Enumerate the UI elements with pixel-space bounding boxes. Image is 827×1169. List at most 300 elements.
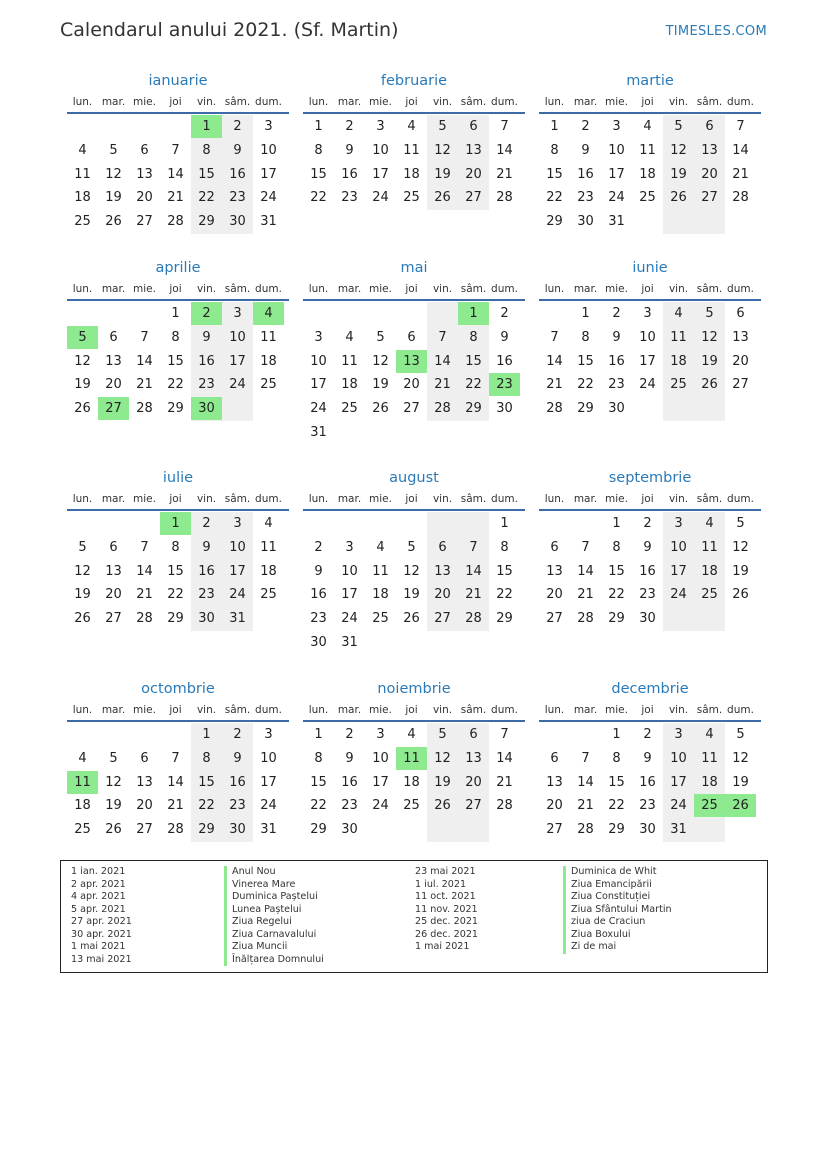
weekday-label: mie. bbox=[605, 704, 628, 716]
day-cell: 26 bbox=[403, 611, 420, 627]
day-cell: 4 bbox=[264, 516, 273, 531]
day-cell: 26 bbox=[74, 401, 91, 417]
day-cell: 29 bbox=[465, 401, 482, 417]
holiday-day: 30 bbox=[191, 397, 222, 420]
day-cell: 21 bbox=[136, 587, 153, 603]
day-cell: 3 bbox=[643, 306, 652, 321]
day-cell: 21 bbox=[167, 190, 184, 206]
day-cell: 20 bbox=[136, 190, 153, 206]
day-cell: 31 bbox=[310, 425, 327, 440]
legend-names-col-1 bbox=[224, 866, 324, 966]
legend-holiday-date: 4 apr. 2021 bbox=[71, 891, 126, 902]
legend-holiday-name: ziua de Craciun bbox=[563, 916, 672, 929]
weekday-label: joi bbox=[169, 283, 182, 295]
day-cell: 3 bbox=[674, 516, 683, 531]
day-cell: 4 bbox=[705, 727, 714, 742]
weekday-label: lun. bbox=[308, 283, 329, 295]
day-cell: 19 bbox=[732, 563, 749, 579]
day-cell: 23 bbox=[229, 190, 246, 206]
day-cell: 24 bbox=[229, 587, 246, 603]
day-cell: 1 bbox=[612, 516, 621, 531]
day-cell: 21 bbox=[136, 377, 153, 393]
day-cell: 30 bbox=[639, 611, 656, 627]
day-cell: 16 bbox=[198, 353, 215, 369]
day-cell: 19 bbox=[105, 190, 122, 206]
day-cell: 22 bbox=[608, 798, 625, 814]
day-cell: 5 bbox=[736, 516, 745, 531]
day-grid bbox=[539, 115, 761, 259]
day-cell: 21 bbox=[577, 798, 594, 814]
day-cell: 20 bbox=[546, 587, 563, 603]
weekday-label: mie. bbox=[133, 704, 156, 716]
day-cell: 12 bbox=[434, 142, 451, 158]
day-cell: 16 bbox=[229, 774, 246, 790]
weekday-label: sâm. bbox=[696, 96, 723, 108]
day-cell: 8 bbox=[314, 142, 323, 158]
day-cell: 3 bbox=[674, 727, 683, 742]
day-cell: 23 bbox=[608, 377, 625, 393]
day-cell: 21 bbox=[732, 166, 749, 182]
day-cell: 3 bbox=[345, 539, 354, 555]
day-cell: 1 bbox=[314, 119, 323, 134]
weekday-label: vin. bbox=[668, 283, 689, 295]
day-cell: 6 bbox=[736, 306, 745, 321]
day-cell: 30 bbox=[341, 822, 358, 838]
day-cell: 3 bbox=[612, 119, 621, 134]
day-cell: 6 bbox=[140, 750, 149, 766]
day-cell: 14 bbox=[465, 563, 482, 579]
day-cell: 22 bbox=[167, 377, 184, 393]
day-cell: 28 bbox=[496, 798, 513, 814]
day-cell: 7 bbox=[500, 727, 509, 742]
weekday-label: lun. bbox=[544, 283, 565, 295]
weekday-label: dum. bbox=[491, 96, 518, 108]
day-cell: 19 bbox=[670, 166, 687, 182]
day-cell: 8 bbox=[171, 539, 180, 555]
day-cell: 18 bbox=[260, 353, 277, 369]
weekday-label: dum. bbox=[255, 704, 282, 716]
month-februarie bbox=[303, 70, 525, 259]
weekday-label: joi bbox=[641, 96, 654, 108]
day-cell: 29 bbox=[198, 214, 215, 230]
weekday-label: dum. bbox=[255, 96, 282, 108]
day-cell: 30 bbox=[496, 401, 513, 417]
legend-holiday-date: 1 mai 2021 bbox=[415, 941, 470, 952]
day-cell: 24 bbox=[372, 798, 389, 814]
weekday-label: sâm. bbox=[696, 283, 723, 295]
weekday-label: vin. bbox=[432, 283, 453, 295]
day-cell: 25 bbox=[74, 822, 91, 838]
day-cell: 12 bbox=[105, 774, 122, 790]
legend-holiday-name: Ziua Emancipării bbox=[563, 879, 672, 892]
day-cell: 27 bbox=[465, 190, 482, 206]
day-cell: 15 bbox=[310, 166, 327, 182]
day-cell: 30 bbox=[229, 822, 246, 838]
day-cell: 31 bbox=[260, 214, 277, 230]
month-decembrie bbox=[539, 678, 761, 867]
weekday-label: mie. bbox=[369, 493, 392, 505]
day-cell: 28 bbox=[465, 611, 482, 627]
holiday-legend bbox=[60, 860, 768, 973]
day-cell: 11 bbox=[701, 750, 718, 766]
day-cell: 10 bbox=[670, 539, 687, 555]
day-cell: 11 bbox=[260, 539, 277, 555]
day-cell: 29 bbox=[608, 822, 625, 838]
day-cell: 25 bbox=[260, 377, 277, 393]
day-cell: 8 bbox=[581, 329, 590, 345]
weekday-label: dum. bbox=[491, 283, 518, 295]
day-cell: 18 bbox=[260, 563, 277, 579]
holiday-day: 5 bbox=[67, 326, 98, 349]
day-cell: 9 bbox=[581, 142, 590, 158]
weekday-label: joi bbox=[405, 704, 418, 716]
day-cell: 12 bbox=[701, 329, 718, 345]
day-cell: 7 bbox=[171, 750, 180, 766]
day-cell: 20 bbox=[105, 377, 122, 393]
month-name: august bbox=[389, 470, 439, 486]
legend-holiday-name: Ziua Carnavalului bbox=[224, 929, 324, 942]
day-cell: 22 bbox=[465, 377, 482, 393]
day-cell: 29 bbox=[198, 822, 215, 838]
weekday-header bbox=[539, 700, 761, 722]
day-cell: 8 bbox=[171, 329, 180, 345]
weekday-label: mar. bbox=[573, 493, 598, 505]
weekday-label: joi bbox=[169, 493, 182, 505]
legend-holiday-date: 25 dec. 2021 bbox=[415, 916, 479, 927]
day-cell: 20 bbox=[465, 774, 482, 790]
weekday-label: sâm. bbox=[460, 283, 487, 295]
day-cell: 23 bbox=[341, 190, 358, 206]
weekday-label: mie. bbox=[133, 283, 156, 295]
day-cell: 10 bbox=[639, 329, 656, 345]
weekday-header bbox=[539, 92, 761, 114]
day-cell: 15 bbox=[546, 166, 563, 182]
day-cell: 2 bbox=[612, 306, 621, 321]
day-cell: 2 bbox=[581, 119, 590, 134]
legend-holiday-date: 11 oct. 2021 bbox=[415, 891, 476, 902]
weekday-label: mie. bbox=[369, 704, 392, 716]
month-name: noiembrie bbox=[377, 681, 451, 697]
weekday-label: vin. bbox=[432, 704, 453, 716]
day-grid bbox=[67, 302, 289, 446]
legend-holiday-name: Ziua Boxului bbox=[563, 929, 672, 942]
legend-holiday-date: 30 apr. 2021 bbox=[71, 928, 132, 940]
day-cell: 22 bbox=[198, 798, 215, 814]
day-cell: 31 bbox=[608, 214, 625, 230]
day-cell: 18 bbox=[701, 774, 718, 790]
day-cell: 13 bbox=[105, 353, 122, 369]
day-cell: 4 bbox=[376, 539, 385, 555]
day-cell: 2 bbox=[233, 119, 242, 134]
day-grid bbox=[67, 115, 289, 259]
day-cell: 1 bbox=[314, 727, 323, 742]
day-cell: 29 bbox=[496, 611, 513, 627]
day-cell: 12 bbox=[74, 353, 91, 369]
day-cell: 16 bbox=[577, 166, 594, 182]
day-cell: 12 bbox=[403, 563, 420, 579]
day-cell: 3 bbox=[376, 727, 385, 742]
day-cell: 14 bbox=[732, 142, 749, 158]
day-cell: 15 bbox=[496, 563, 513, 579]
day-grid bbox=[303, 512, 525, 656]
weekday-header bbox=[67, 700, 289, 722]
month-name: februarie bbox=[380, 73, 448, 89]
day-cell: 20 bbox=[434, 587, 451, 603]
day-cell: 20 bbox=[403, 377, 420, 393]
day-cell: 30 bbox=[577, 214, 594, 230]
day-cell: 19 bbox=[74, 587, 91, 603]
day-cell: 1 bbox=[500, 516, 509, 531]
day-cell: 30 bbox=[198, 611, 215, 627]
weekday-label: mar. bbox=[573, 704, 598, 716]
day-cell: 15 bbox=[577, 353, 594, 369]
day-cell: 12 bbox=[74, 563, 91, 579]
day-cell: 26 bbox=[105, 822, 122, 838]
weekday-header bbox=[67, 489, 289, 511]
day-cell: 28 bbox=[577, 611, 594, 627]
month-name: septembrie bbox=[608, 470, 692, 486]
day-cell: 13 bbox=[465, 750, 482, 766]
weekday-label: mar. bbox=[101, 704, 126, 716]
day-cell: 4 bbox=[674, 306, 683, 321]
day-cell: 27 bbox=[403, 401, 420, 417]
day-cell: 9 bbox=[643, 539, 652, 555]
legend-holiday-name: Ziua Constituției bbox=[563, 891, 672, 904]
day-cell: 7 bbox=[581, 539, 590, 555]
day-cell: 4 bbox=[407, 727, 416, 742]
day-cell: 22 bbox=[198, 190, 215, 206]
weekday-label: mie. bbox=[133, 493, 156, 505]
weekday-label: vin. bbox=[668, 704, 689, 716]
brand-logo[interactable]: TIMESLES.COM bbox=[665, 24, 767, 39]
day-cell: 18 bbox=[403, 166, 420, 182]
holiday-day: 11 bbox=[396, 747, 427, 770]
day-cell: 2 bbox=[314, 539, 323, 555]
day-cell: 16 bbox=[341, 166, 358, 182]
day-cell: 8 bbox=[314, 750, 323, 766]
day-cell: 22 bbox=[546, 190, 563, 206]
weekday-label: dum. bbox=[255, 493, 282, 505]
day-cell: 24 bbox=[608, 190, 625, 206]
holiday-day: 23 bbox=[489, 373, 520, 396]
day-cell: 17 bbox=[639, 353, 656, 369]
day-cell: 25 bbox=[403, 190, 420, 206]
day-cell: 19 bbox=[701, 353, 718, 369]
day-cell: 10 bbox=[372, 142, 389, 158]
day-cell: 8 bbox=[612, 750, 621, 766]
day-cell: 28 bbox=[136, 401, 153, 417]
legend-holiday-name: Duminica Paștelui bbox=[224, 891, 324, 904]
weekday-label: lun. bbox=[72, 493, 93, 505]
month-august bbox=[303, 467, 525, 656]
weekday-label: vin. bbox=[196, 283, 217, 295]
day-cell: 10 bbox=[260, 142, 277, 158]
day-grid bbox=[539, 723, 761, 867]
day-cell: 11 bbox=[260, 329, 277, 345]
day-cell: 23 bbox=[310, 611, 327, 627]
day-cell: 17 bbox=[310, 377, 327, 393]
day-cell: 27 bbox=[732, 377, 749, 393]
day-cell: 9 bbox=[233, 750, 242, 766]
legend-names-col-2 bbox=[563, 866, 672, 954]
month-ianuarie bbox=[67, 70, 289, 259]
holiday-day: 25 bbox=[694, 794, 725, 817]
day-cell: 7 bbox=[550, 329, 559, 345]
day-cell: 13 bbox=[732, 329, 749, 345]
day-cell: 14 bbox=[496, 142, 513, 158]
day-cell: 10 bbox=[229, 329, 246, 345]
weekday-label: mie. bbox=[369, 283, 392, 295]
day-cell: 19 bbox=[403, 587, 420, 603]
legend-holiday-date: 2 apr. 2021 bbox=[71, 878, 126, 890]
month-name: iunie bbox=[632, 260, 668, 276]
day-cell: 12 bbox=[732, 539, 749, 555]
day-cell: 22 bbox=[310, 798, 327, 814]
day-cell: 5 bbox=[438, 119, 447, 134]
day-cell: 3 bbox=[233, 306, 242, 321]
day-cell: 7 bbox=[500, 119, 509, 134]
day-cell: 3 bbox=[264, 727, 273, 742]
day-cell: 14 bbox=[167, 166, 184, 182]
day-cell: 5 bbox=[109, 142, 118, 158]
weekday-label: mar. bbox=[573, 96, 598, 108]
weekday-label: sâm. bbox=[224, 493, 251, 505]
day-cell: 6 bbox=[109, 329, 118, 345]
month-iulie bbox=[67, 467, 289, 656]
day-cell: 14 bbox=[434, 353, 451, 369]
day-cell: 25 bbox=[403, 798, 420, 814]
weekday-label: joi bbox=[405, 283, 418, 295]
day-cell: 4 bbox=[407, 119, 416, 134]
day-cell: 1 bbox=[612, 727, 621, 742]
day-cell: 18 bbox=[74, 190, 91, 206]
weekday-label: mar. bbox=[337, 704, 362, 716]
weekday-label: vin. bbox=[196, 493, 217, 505]
weekday-label: joi bbox=[641, 283, 654, 295]
legend-holiday-date: 26 dec. 2021 bbox=[415, 928, 479, 940]
day-cell: 25 bbox=[701, 587, 718, 603]
day-cell: 5 bbox=[674, 119, 683, 134]
day-cell: 15 bbox=[608, 563, 625, 579]
day-cell: 4 bbox=[705, 516, 714, 531]
day-cell: 7 bbox=[171, 142, 180, 158]
day-cell: 2 bbox=[345, 727, 354, 742]
day-cell: 7 bbox=[140, 539, 149, 555]
day-cell: 13 bbox=[136, 774, 153, 790]
day-cell: 6 bbox=[550, 539, 559, 555]
weekday-label: lun. bbox=[308, 704, 329, 716]
weekday-label: mar. bbox=[101, 96, 126, 108]
month-name: octombrie bbox=[141, 681, 215, 697]
day-cell: 3 bbox=[264, 119, 273, 134]
day-cell: 26 bbox=[434, 798, 451, 814]
day-cell: 17 bbox=[670, 563, 687, 579]
day-cell: 6 bbox=[109, 539, 118, 555]
day-grid bbox=[303, 302, 525, 446]
month-aprilie bbox=[67, 257, 289, 446]
weekday-label: joi bbox=[169, 704, 182, 716]
day-grid bbox=[67, 723, 289, 867]
holiday-day: 2 bbox=[191, 302, 222, 325]
day-grid bbox=[303, 115, 525, 259]
day-cell: 21 bbox=[167, 798, 184, 814]
weekday-header bbox=[67, 279, 289, 301]
weekday-label: sâm. bbox=[460, 493, 487, 505]
weekday-label: mie. bbox=[605, 96, 628, 108]
day-cell: 4 bbox=[78, 750, 87, 766]
day-cell: 27 bbox=[465, 798, 482, 814]
day-cell: 24 bbox=[639, 377, 656, 393]
month-name: decembrie bbox=[611, 681, 689, 697]
day-cell: 7 bbox=[140, 329, 149, 345]
day-cell: 18 bbox=[341, 377, 358, 393]
day-cell: 9 bbox=[233, 142, 242, 158]
day-cell: 18 bbox=[403, 774, 420, 790]
weekday-label: dum. bbox=[491, 493, 518, 505]
day-cell: 10 bbox=[608, 142, 625, 158]
day-cell: 16 bbox=[639, 563, 656, 579]
day-cell: 23 bbox=[577, 190, 594, 206]
day-cell: 20 bbox=[546, 798, 563, 814]
day-cell: 27 bbox=[546, 822, 563, 838]
day-cell: 10 bbox=[310, 353, 327, 369]
day-cell: 7 bbox=[736, 119, 745, 134]
day-cell: 24 bbox=[229, 377, 246, 393]
day-cell: 11 bbox=[341, 353, 358, 369]
day-cell: 16 bbox=[310, 587, 327, 603]
day-cell: 17 bbox=[260, 774, 277, 790]
day-cell: 3 bbox=[233, 516, 242, 531]
weekday-header bbox=[67, 92, 289, 114]
holiday-day: 1 bbox=[191, 115, 222, 138]
day-cell: 11 bbox=[639, 142, 656, 158]
day-cell: 12 bbox=[372, 353, 389, 369]
month-septembrie bbox=[539, 467, 761, 656]
day-cell: 25 bbox=[341, 401, 358, 417]
day-cell: 8 bbox=[469, 329, 478, 345]
weekday-label: dum. bbox=[727, 283, 754, 295]
day-cell: 28 bbox=[732, 190, 749, 206]
day-cell: 23 bbox=[198, 377, 215, 393]
month-name: aprilie bbox=[155, 260, 201, 276]
day-cell: 19 bbox=[372, 377, 389, 393]
legend-holiday-name: Anul Nou bbox=[224, 866, 324, 879]
day-cell: 13 bbox=[136, 166, 153, 182]
weekday-label: vin. bbox=[668, 96, 689, 108]
legend-dates-col-1 bbox=[71, 866, 132, 966]
weekday-label: lun. bbox=[544, 96, 565, 108]
page-title: Calendarul anului 2021. (Sf. Martin) bbox=[60, 19, 399, 41]
month-octombrie bbox=[67, 678, 289, 867]
weekday-label: mie. bbox=[605, 283, 628, 295]
legend-holiday-date: 11 nov. 2021 bbox=[415, 903, 478, 915]
day-cell: 17 bbox=[372, 774, 389, 790]
weekday-label: dum. bbox=[727, 96, 754, 108]
day-cell: 8 bbox=[550, 142, 559, 158]
weekday-label: dum. bbox=[491, 704, 518, 716]
weekday-label: dum. bbox=[727, 493, 754, 505]
weekday-label: sâm. bbox=[224, 283, 251, 295]
day-cell: 14 bbox=[577, 774, 594, 790]
day-cell: 17 bbox=[260, 166, 277, 182]
day-cell: 12 bbox=[434, 750, 451, 766]
weekday-label: lun. bbox=[72, 283, 93, 295]
day-cell: 9 bbox=[345, 750, 354, 766]
day-cell: 11 bbox=[372, 563, 389, 579]
day-cell: 3 bbox=[314, 329, 323, 345]
day-cell: 17 bbox=[229, 563, 246, 579]
day-cell: 21 bbox=[496, 774, 513, 790]
